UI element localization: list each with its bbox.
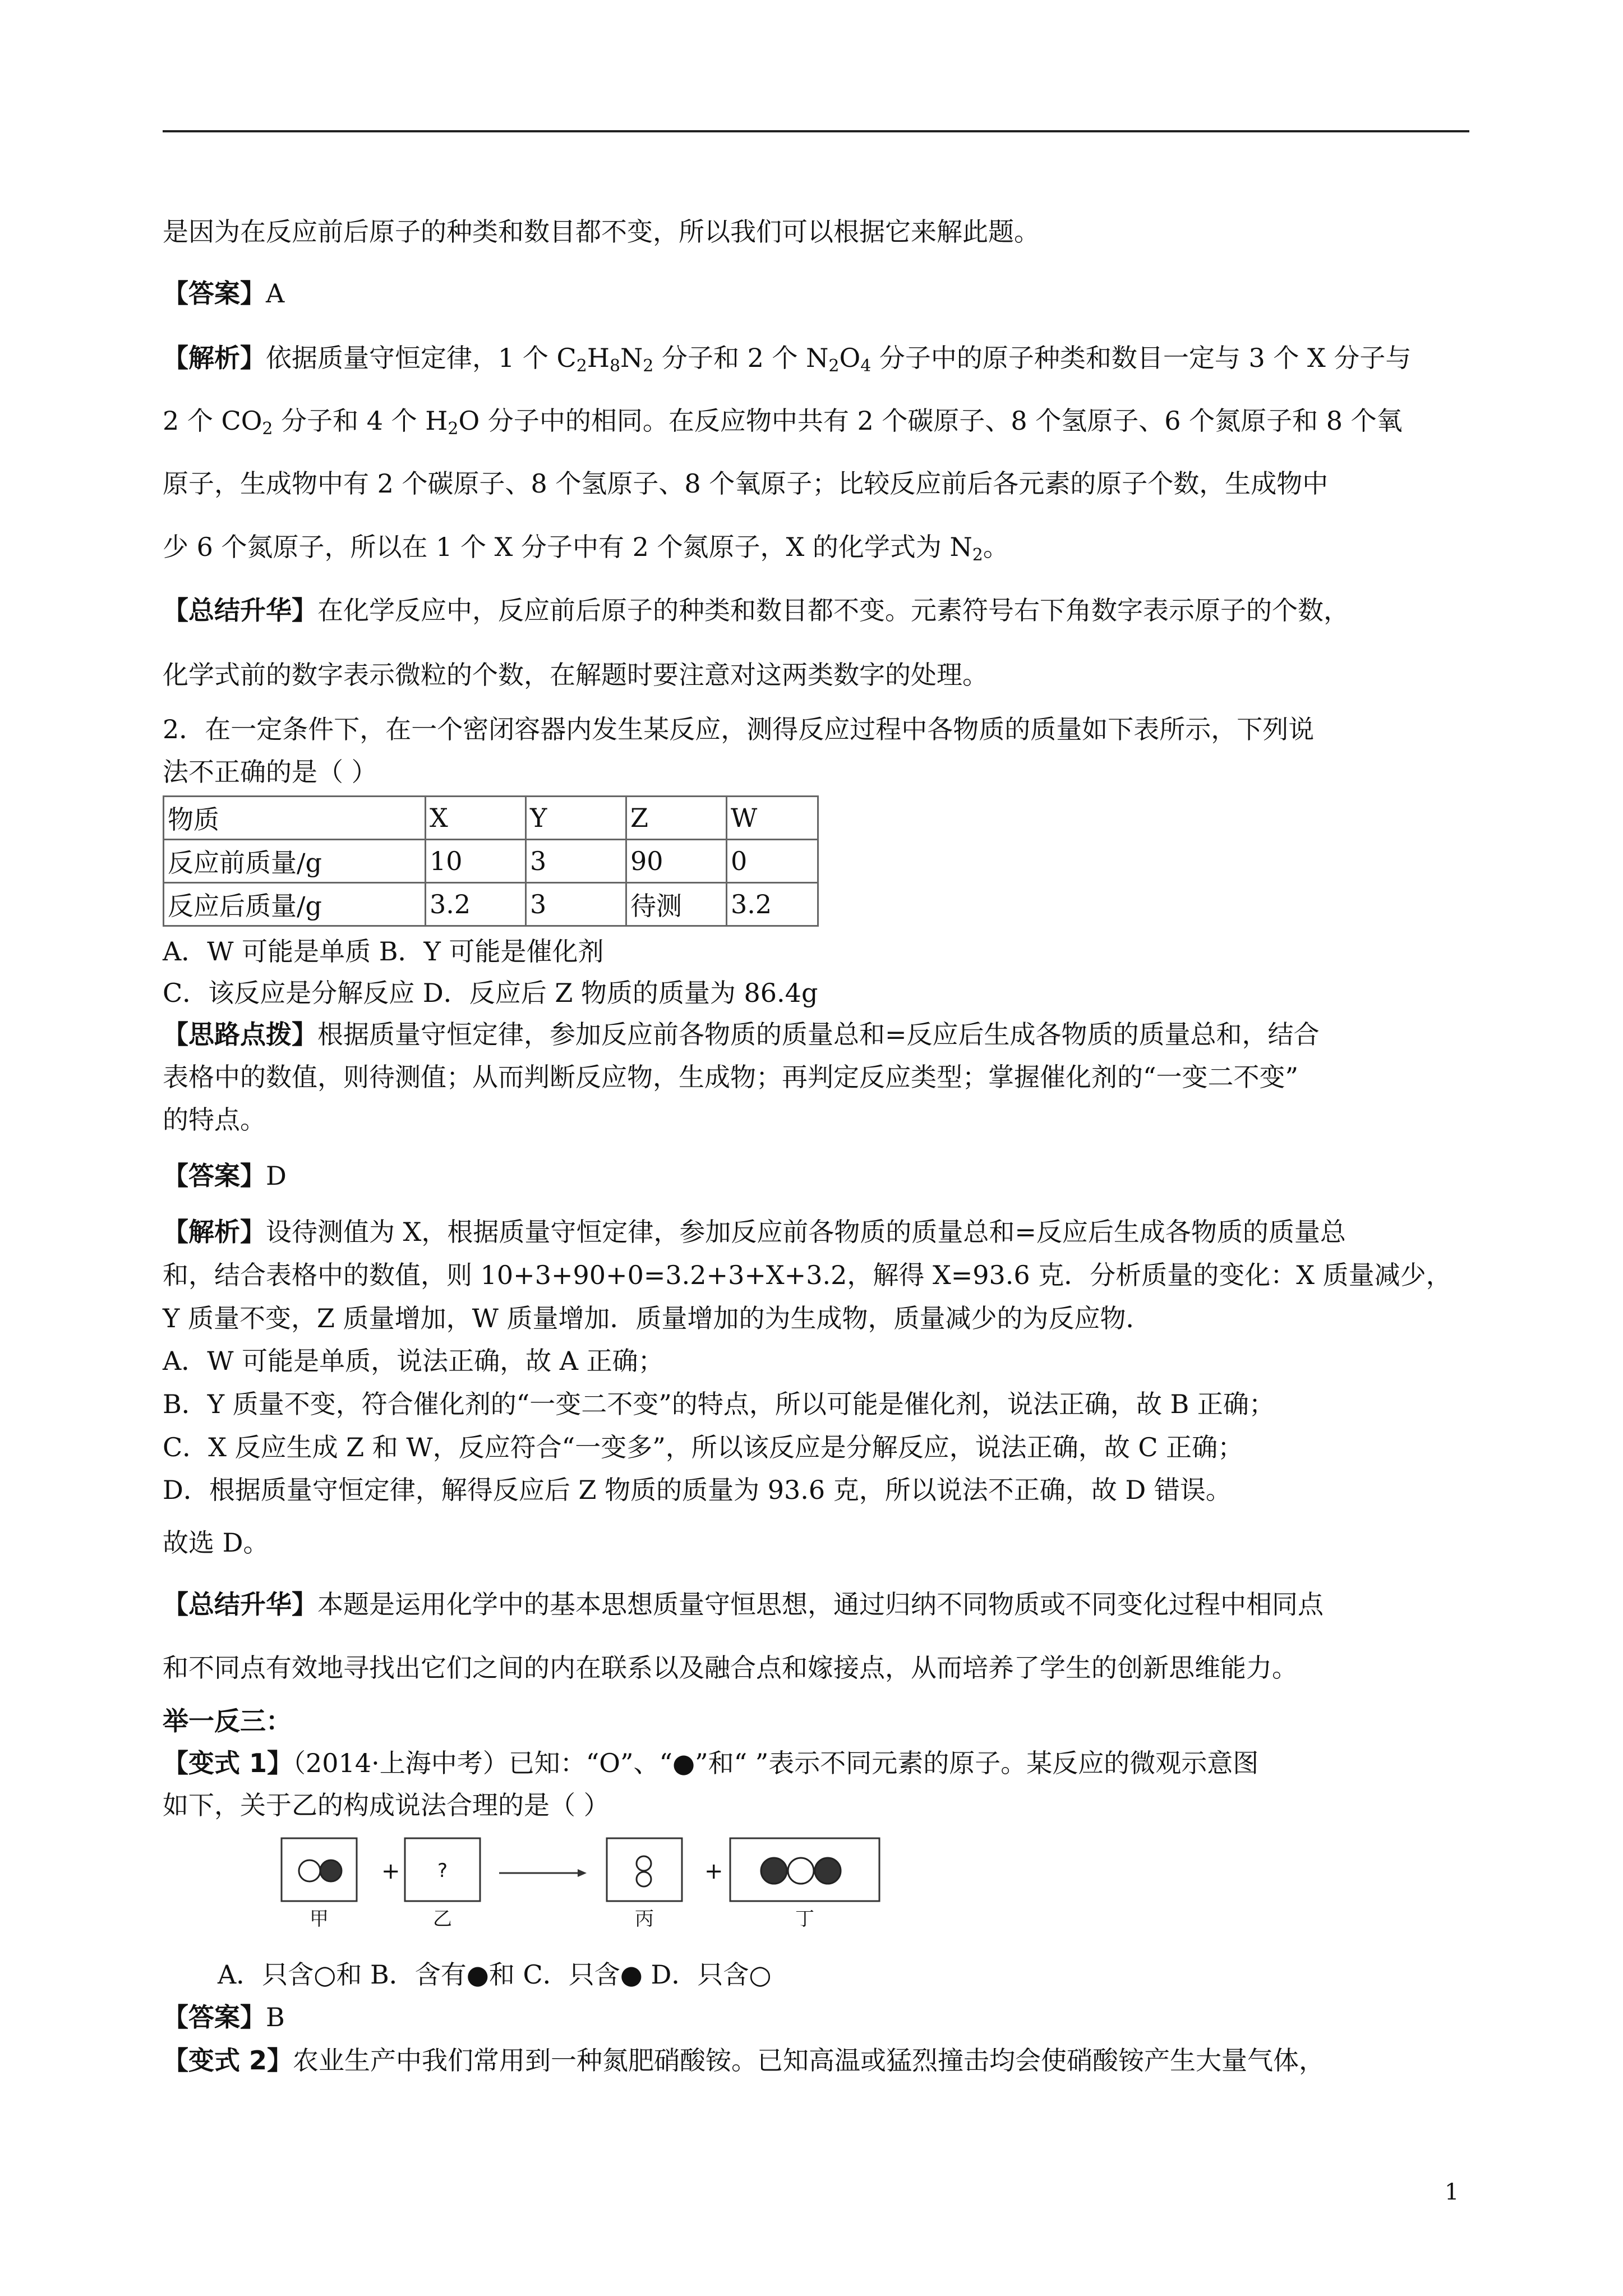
analysis-1-line-2: 2 个 $CO_2$ 分子和 4 个 $H_2O$ 分子中的相同。在反应物中共有 2 个碳原子、8 个氢原子、6 个氮原子和 8 个氧 [163,406,1403,439]
analysis-2-d: D．根据质量守恒定律，解得反应后 Z 物质的质量为 93.6 克，所以说法不正确，故 D 错误。 [163,1475,1232,1505]
table-header-cell: X [426,797,526,840]
summary-1-line-1: 【总结升华】在化学反应中，反应前后原子的种类和数目都不变。元素符号右下角数字表示原子的个数， [163,595,1349,625]
conclusion: 故选 D。 [163,1527,269,1558]
label-ding: 丁 [795,1908,814,1930]
practice-heading: 举一反三： [163,1706,292,1736]
table-header-cell: Y [526,797,626,840]
analysis-2-b: B．Y 质量不变，符合催化剂的“一变二不变”的特点，所以可能是催化剂，说法正确，故 B 正确； [163,1389,1275,1419]
table-cell: 3.2 [426,883,526,926]
table-header-cell: W [727,797,818,840]
table-cell: 3 [526,840,626,883]
plus-sign: + [381,1858,400,1884]
options-ab: A．W 可能是单质 B．Y 可能是催化剂 [163,936,604,967]
answer-1: 【答案】A [163,278,285,309]
table-cell: 3.2 [727,883,818,926]
page-number: 1 [1445,2179,1459,2205]
variant-2-line-1: 【变式 2】农业生产中我们常用到一种氮肥硝酸铵。已知高温或猛烈撞击均会使硝酸铵产生大量气体， [163,2045,1325,2076]
question-2-line-1: 2．在一定条件下，在一个密闭容器内发生某反应，测得反应过程中各物质的质量如下表所示，下列说 [163,714,1315,744]
hint-line-3: 的特点。 [163,1105,266,1135]
analysis-1-line-4: 少 6 个氮原子，所以在 1 个 X 分子中有 2 个氮原子，X 的化学式为 $N_2$。 [163,532,1009,565]
analysis-2-line-2: 和，结合表格中的数值，则 10+3+90+0=3.2+3+X+3.2，解得 X=93.6 克．分析质量的变化：X 质量减少， [163,1260,1452,1290]
label-jia: 甲 [310,1908,329,1930]
variant-1-options: A．只含○和 B．含有●和 C．只含● D．只含○ [218,1959,772,1990]
table-cell: 10 [426,840,526,883]
unknown-mark: ? [437,1860,448,1882]
answer-3: 【答案】B [163,2002,285,2032]
table-header-row [164,797,818,840]
analysis-2-line-1: 【解析】设待测值为 X，根据质量守恒定律，参加反应前各物质的质量总和=反应后生成各物质的质量总 [163,1217,1346,1247]
label-bing: 丙 [635,1908,654,1930]
variant-1-line-2: 如下，关于乙的构成说法合理的是（ ） [163,1790,610,1820]
analysis-1-line-1: 【解析】依据质量守恒定律，1 个 $C_2H_8N_2$ 分子和 2 个 $N_2O_4$ 分子中的原子种类和数目一定与 3 个 X 分子与 [163,343,1412,376]
hint-line-2: 表格中的数值，则待测值；从而判断反应物，生成物；再判定反应类型；掌握催化剂的“一变二不变” [163,1062,1299,1092]
answer-2: 【答案】D [163,1161,287,1191]
reaction-diagram [280,1837,886,1930]
analysis-1-line-3: 原子，生成物中有 2 个碳原子、8 个氢原子、8 个氧原子；比较反应前后各元素的原子个数，生成物中 [163,468,1329,499]
header-rule [163,130,1469,132]
summary-2-line-1: 【总结升华】本题是运用化学中的基本思想质量守恒思想，通过归纳不同物质或不同变化过程中相同点 [163,1589,1324,1619]
summary-2-line-2: 和不同点有效地寻找出它们之间的内在联系以及融合点和嫁接点，从而培养了学生的创新思维能力。 [163,1653,1298,1683]
label-yi: 乙 [433,1908,452,1930]
mass-table [163,795,819,927]
plus-sign: + [704,1858,723,1884]
variant-1-line-1: 【变式 1】（2014·上海中考）已知：“O”、“●”和“ ”表示不同元素的原子。某反应的微观示意图 [163,1748,1259,1778]
analysis-2-line-3: Y 质量不变，Z 质量增加，W 质量增加．质量增加的为生成物，质量减少的为反应物． [163,1303,1152,1333]
table-cell: 90 [626,840,727,883]
table-header-cell: 物质 [164,797,426,840]
table-cell: 反应后质量/g [164,883,426,926]
question-2-line-2: 法不正确的是（ ） [163,757,377,787]
analysis-2-c: C．X 反应生成 Z 和 W，反应符合“一变多”，所以该反应是分解反应，说法正确，故 C 正确； [163,1432,1244,1462]
paragraph: 是因为在反应前后原子的种类和数目都不变，所以我们可以根据它来解此题。 [163,217,1040,247]
table-row [164,883,818,926]
analysis-2-a: A．W 可能是单质，说法正确，故 A 正确； [163,1346,664,1376]
table-cell: 待测 [626,883,727,926]
table-cell: 反应前质量/g [164,840,426,883]
hint-line-1: 【思路点拨】根据质量守恒定律，参加反应前各物质的质量总和=反应后生成各物质的质量总和，结合 [163,1019,1320,1050]
summary-1-line-2: 化学式前的数字表示微粒的个数，在解题时要注意对这两类数字的处理。 [163,660,988,690]
table-cell: 3 [526,883,626,926]
options-cd: C．该反应是分解反应 D．反应后 Z 物质的质量为 86.4g [163,978,818,1008]
table-cell: 0 [727,840,818,883]
table-row [164,840,818,883]
table-header-cell: Z [626,797,727,840]
